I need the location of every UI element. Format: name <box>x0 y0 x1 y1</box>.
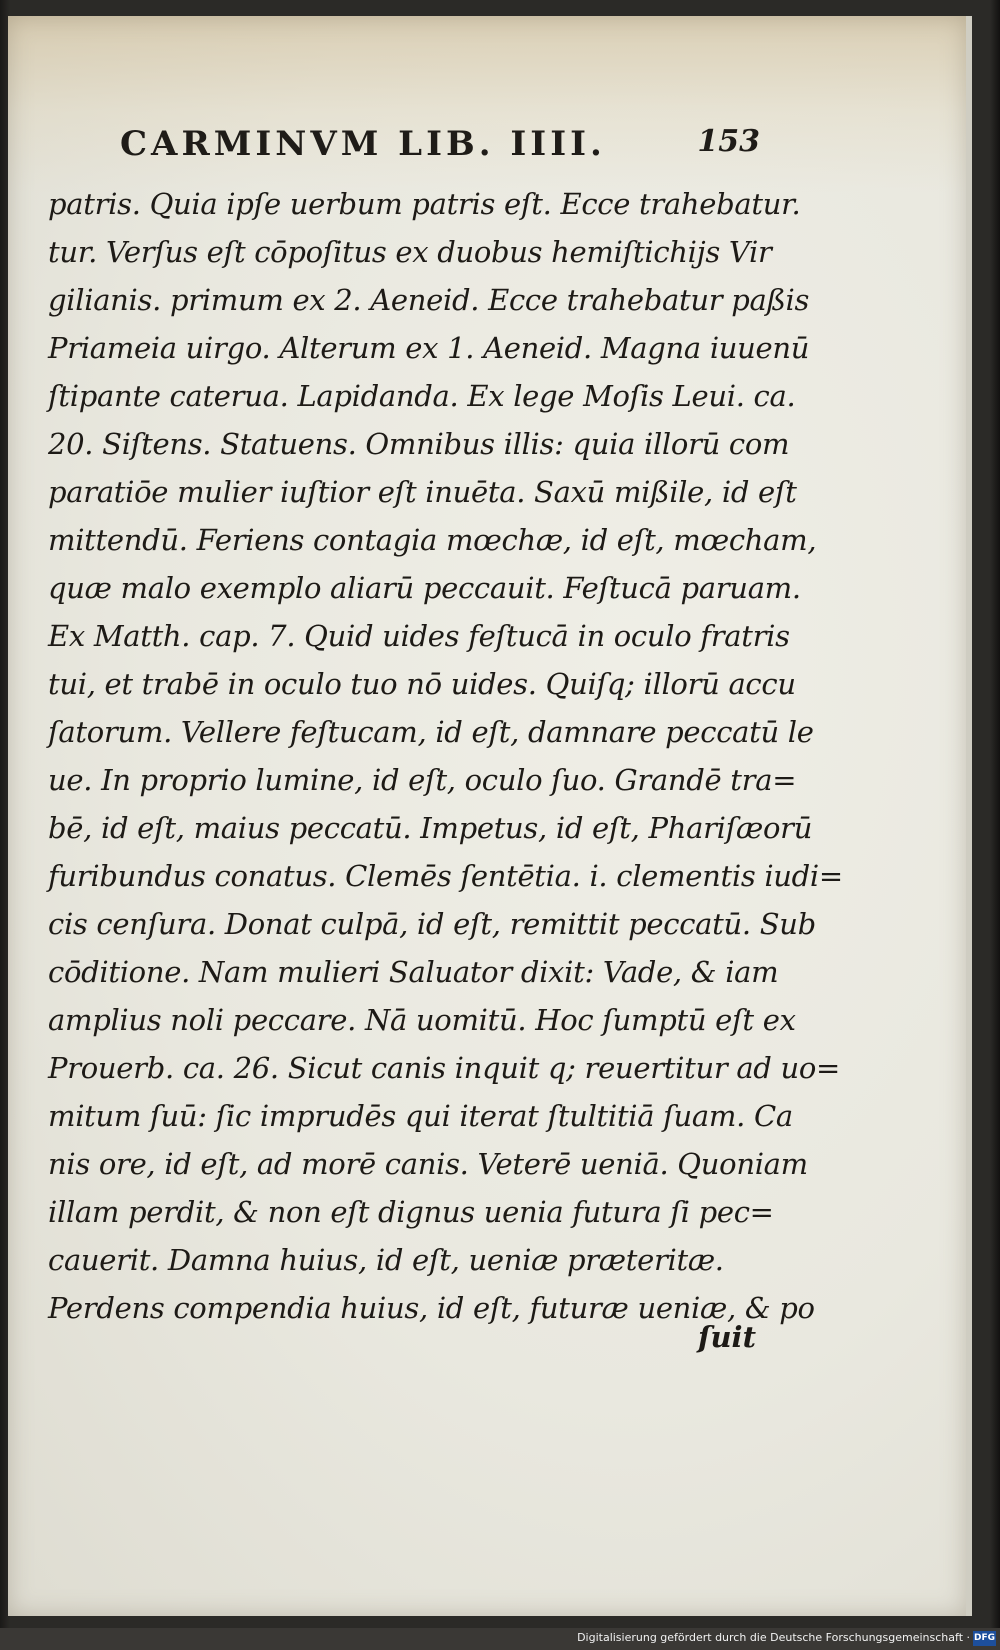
text-line: tui, et trabē in oculo tuo nō uides. Quiſq; illorū accu <box>48 667 796 701</box>
text-line: cis cenſura. Donat culpā, id eſt, remittit peccatū. Sub <box>48 907 816 941</box>
page-edge <box>966 16 972 1616</box>
text-line: illam perdit, & non eſt dignus uenia futura ſi pec= <box>48 1195 774 1229</box>
text-line: paratiōe mulier iuſtior eſt inuēta. Saxū mißile, id eſt <box>48 475 797 509</box>
dfg-logo-icon: DFG <box>973 1631 996 1646</box>
footer-bar <box>0 1628 1000 1650</box>
text-line: furibundus conatus. Clemēs ſentētia. i. clementis iudi= <box>48 859 843 893</box>
page-body-text <box>48 180 843 1332</box>
book-page <box>8 16 966 1616</box>
text-line: ue. In proprio lumine, id eſt, oculo ſuo. Grandē tra= <box>48 763 797 797</box>
text-line: cauerit. Damna huius, id eſt, ueniæ præteritæ. <box>48 1243 724 1277</box>
text-line: Perdens compendia huius, id eſt, futuræ ueniæ, & po <box>48 1291 815 1325</box>
text-line: patris. Quia ipſe uerbum patris eſt. Ecce trahebatur. <box>48 187 801 221</box>
page-header <box>120 124 760 174</box>
text-line: amplius noli peccare. Nā uomitū. Hoc ſumptū eſt ex <box>48 1003 796 1037</box>
text-line: gilianis. primum ex 2. Aeneid. Ecce trahebatur paßis <box>48 283 810 317</box>
text-line: nis ore, id eſt, ad morē canis. Veterē ueniā. Quoniam <box>48 1147 808 1181</box>
page-number: 153 <box>697 124 760 159</box>
text-line: Ex Matth. cap. 7. Quid uides feſtucā in oculo fratris <box>48 619 790 653</box>
catchword: ſuit <box>698 1320 756 1354</box>
text-line: mitum ſuū: ſic imprudēs qui iterat ſtultitiā ſuam. Ca <box>48 1099 793 1133</box>
text-line: ſtipante caterua. Lapidanda. Ex lege Moſis Leui. ca. <box>48 379 796 413</box>
text-line: bē, id eſt, maius peccatū. Impetus, id eſt, Phariſæorū <box>48 811 813 845</box>
text-line: quæ malo exemplo aliarū peccauit. Feſtucā paruam. <box>48 571 801 605</box>
text-line: ſatorum. Vellere feſtucam, id eſt, damnare peccatū le <box>48 715 814 749</box>
text-line: cōditione. Nam mulieri Saluator dixit: Vade, & iam <box>48 955 779 989</box>
funding-credit: Digitalisierung gefördert durch die Deutsche Forschungsgemeinschaft · <box>577 1631 970 1644</box>
text-line: Priameia uirgo. Alterum ex 1. Aeneid. Magna iuuenū <box>48 331 810 365</box>
text-line: 20. Siſtens. Statuens. Omnibus illis: quia illorū com <box>48 427 790 461</box>
text-line: mittendū. Feriens contagia mœchæ, id eſt, mœcham, <box>48 523 817 557</box>
text-line: tur. Verſus eſt cōpoſitus ex duobus hemiſtichijs Vir <box>48 235 772 269</box>
text-line: Prouerb. ca. 26. Sicut canis inquit q; reuertitur ad uo= <box>48 1051 841 1085</box>
running-title: CARMINVM LIB. IIII. <box>120 124 606 164</box>
